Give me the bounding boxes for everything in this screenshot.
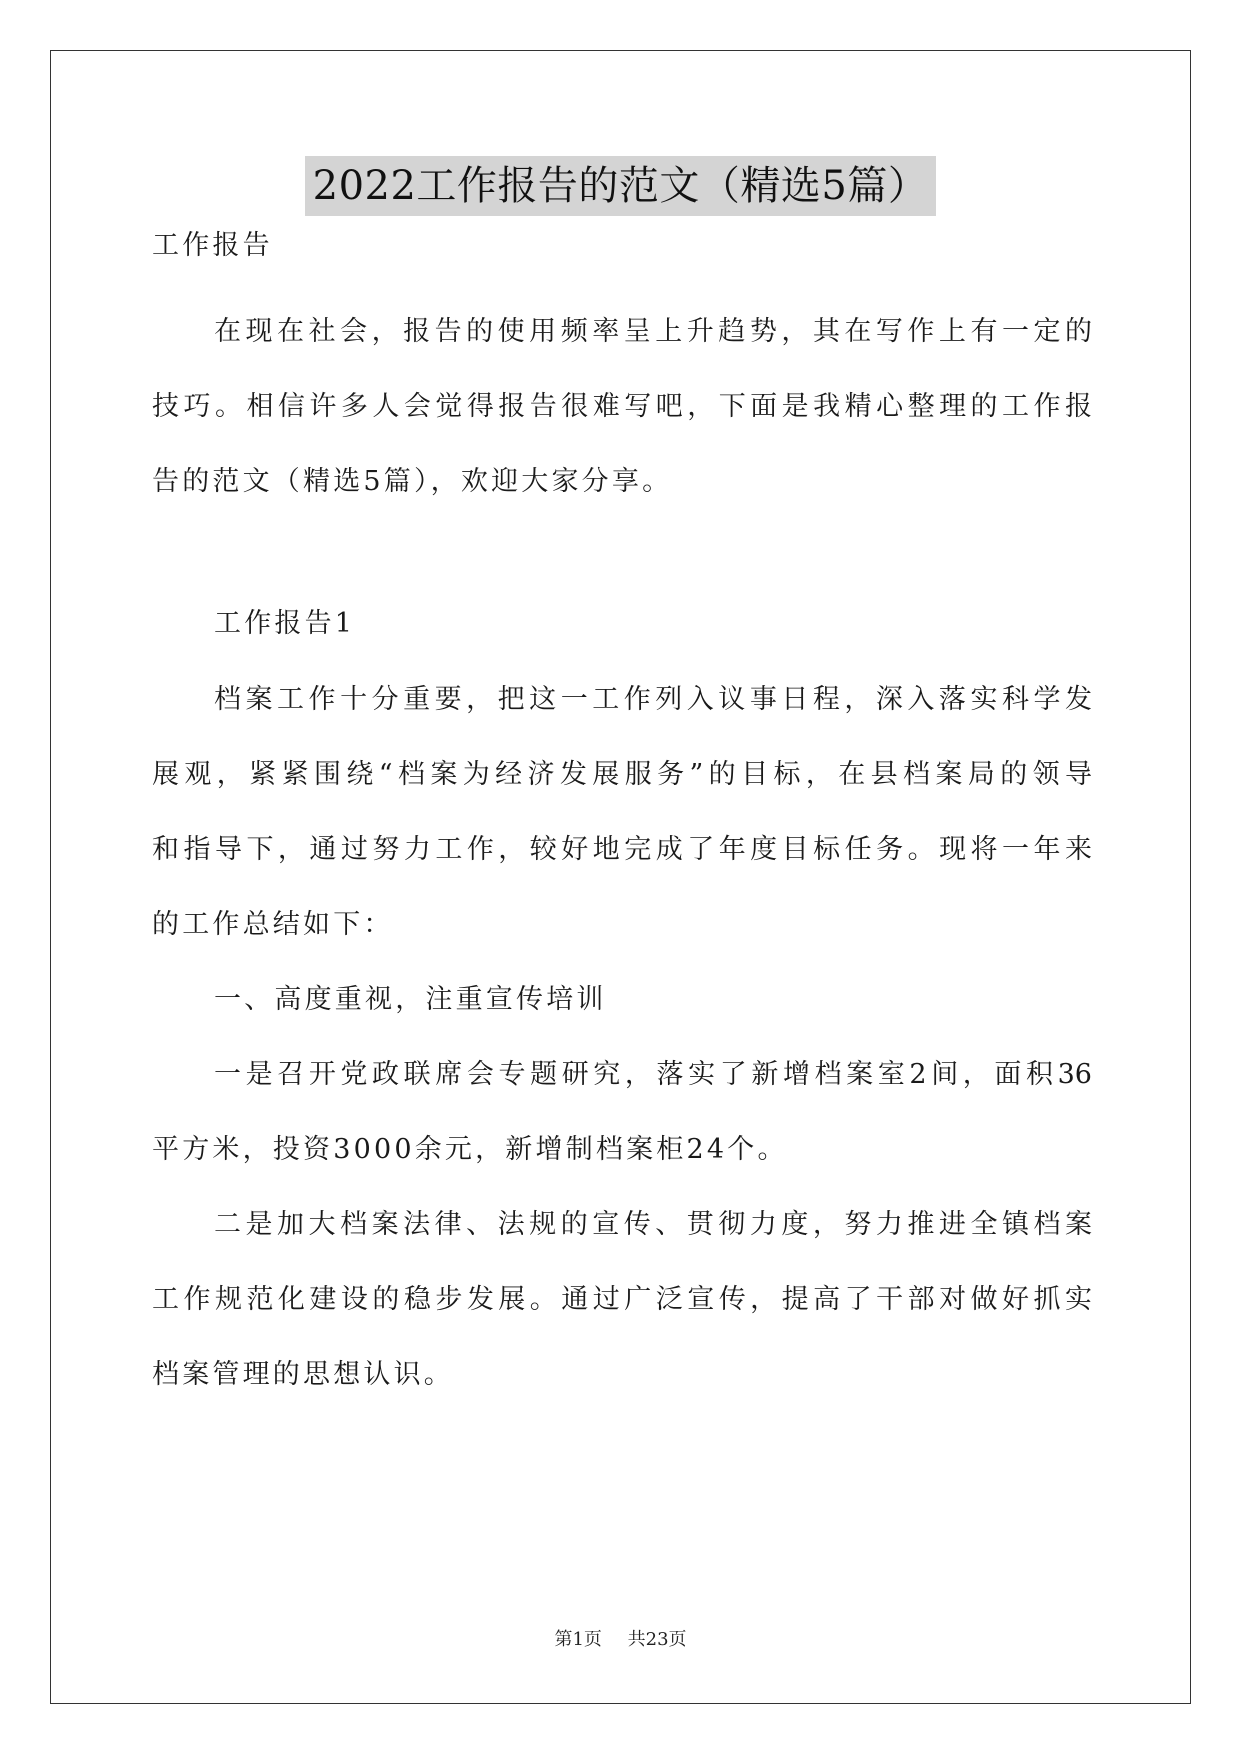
paragraph-line: 工作规范化建设的稳步发展。通过广泛宣传，提高了干部对做好抓实: [152, 1284, 1092, 1315]
page-number: 第1页: [554, 1629, 602, 1650]
page-frame: [50, 50, 1191, 1704]
paragraph-line: 平方米，投资3000余元，新增制档案柜24个。: [152, 1134, 788, 1165]
title-container: [0, 156, 1241, 216]
document-title: 2022工作报告的范文（精选5篇）: [305, 156, 937, 216]
paragraph-line: 档案管理的思想认识。: [152, 1359, 454, 1390]
paragraph-line: 展观，紧紧围绕“档案为经济发展服务”的目标，在县档案局的领导: [152, 759, 1092, 790]
page-footer: [0, 1628, 1241, 1652]
paragraph-line: 的工作总结如下：: [152, 909, 394, 940]
intro-line: 告的范文（精选5篇），欢迎大家分享。: [152, 466, 673, 497]
paragraph-line: 一是召开党政联席会专题研究，落实了新增档案室2间，面积36: [214, 1059, 1092, 1090]
paragraph-line: 档案工作十分重要，把这一工作列入议事日程，深入落实科学发: [214, 684, 1092, 715]
intro-line: 在现在社会，报告的使用频率呈上升趋势，其在写作上有一定的: [214, 316, 1092, 347]
page-total: 共23页: [627, 1629, 687, 1650]
intro-heading: 工作报告: [152, 230, 273, 261]
section-heading: 工作报告1: [214, 608, 356, 639]
subsection-heading: 一、高度重视，注重宣传培训: [214, 984, 607, 1015]
paragraph-line: 二是加大档案法律、法规的宣传、贯彻力度，努力推进全镇档案: [214, 1209, 1092, 1240]
intro-line: 技巧。相信许多人会觉得报告很难写吧，下面是我精心整理的工作报: [152, 391, 1092, 422]
paragraph-line: 和指导下，通过努力工作，较好地完成了年度目标任务。现将一年来: [152, 834, 1092, 865]
